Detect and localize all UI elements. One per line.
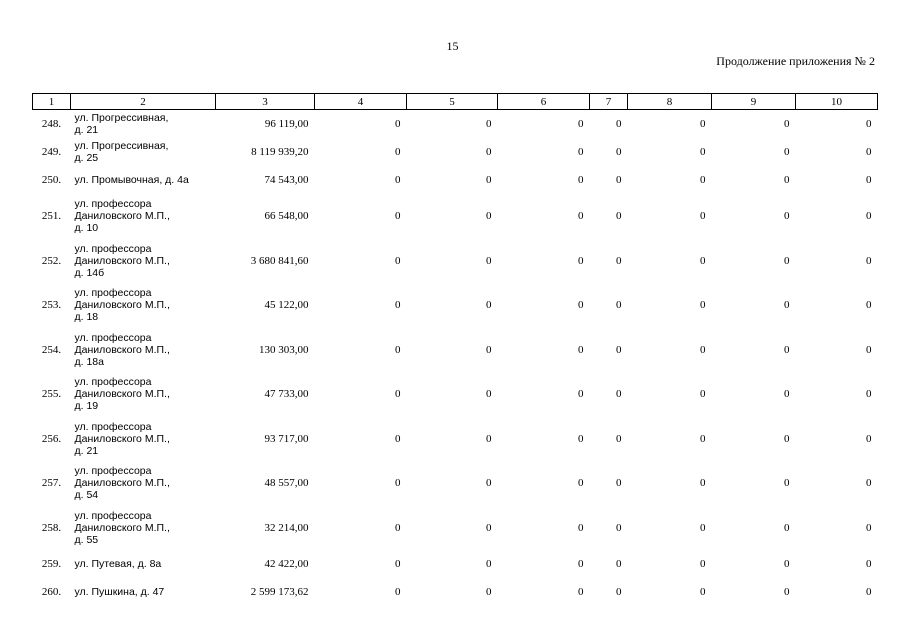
address-line: Даниловского М.П., bbox=[74, 254, 170, 267]
value-cell: 0 bbox=[700, 210, 706, 223]
value-cell: 0 bbox=[784, 174, 790, 186]
value-cell: 0 bbox=[866, 174, 872, 186]
address-line: д. 18 bbox=[74, 311, 99, 324]
value-cell: 0 bbox=[700, 477, 706, 490]
appendix-note: Продолжение приложения № 2 bbox=[716, 54, 875, 68]
value-cell: 0 bbox=[866, 521, 872, 534]
value-cell: 0 bbox=[784, 210, 790, 223]
address-cell bbox=[71, 372, 216, 417]
data-table bbox=[32, 93, 878, 606]
address-line: ул. Прогрессивная, bbox=[74, 112, 169, 124]
address-cell bbox=[71, 166, 216, 194]
value-cell: 8 119 939,20 bbox=[251, 146, 309, 158]
value-cell: 0 bbox=[486, 146, 492, 158]
value-cell: 0 bbox=[486, 118, 492, 130]
value-cell: 0 bbox=[784, 343, 790, 356]
value-cell: 0 bbox=[700, 343, 706, 356]
value-cell: 0 bbox=[578, 210, 584, 223]
value-cell: 0 bbox=[700, 388, 706, 401]
value-cell: 0 bbox=[866, 388, 872, 401]
column-header: 5 bbox=[407, 94, 498, 110]
value-cell: 0 bbox=[866, 432, 872, 445]
value-cell: 0 bbox=[395, 118, 401, 130]
address-cell bbox=[71, 328, 216, 373]
value-cell: 0 bbox=[784, 521, 790, 534]
row-number: 253. bbox=[41, 299, 62, 312]
row-number: 249. bbox=[41, 146, 62, 158]
table-row bbox=[33, 110, 878, 139]
value-cell: 130 303,00 bbox=[259, 343, 309, 356]
table-row bbox=[33, 166, 878, 194]
value-cell: 0 bbox=[486, 299, 492, 312]
row-number: 252. bbox=[41, 254, 62, 267]
value-cell: 42 422,00 bbox=[264, 558, 309, 570]
address-line: Даниловского М.П., bbox=[74, 343, 170, 356]
value-cell: 0 bbox=[866, 118, 872, 130]
value-cell: 0 bbox=[616, 299, 622, 312]
value-cell: 0 bbox=[616, 521, 622, 534]
row-number: 258. bbox=[41, 521, 62, 534]
value-cell: 0 bbox=[784, 586, 790, 598]
value-cell: 0 bbox=[395, 558, 401, 570]
address-line: ул. профессора bbox=[74, 242, 152, 255]
value-cell: 0 bbox=[784, 146, 790, 158]
value-cell: 0 bbox=[578, 174, 584, 186]
value-cell: 0 bbox=[486, 174, 492, 186]
value-cell: 0 bbox=[700, 174, 706, 186]
address-line: Даниловского М.П., bbox=[74, 521, 170, 534]
value-cell: 0 bbox=[578, 388, 584, 401]
row-number: 256. bbox=[41, 432, 62, 445]
table-row bbox=[33, 328, 878, 373]
value-cell: 0 bbox=[616, 254, 622, 267]
address-line: д. 18а bbox=[74, 355, 104, 368]
value-cell: 0 bbox=[616, 388, 622, 401]
value-cell: 0 bbox=[395, 174, 401, 186]
address-line: д. 21 bbox=[74, 444, 99, 457]
address-line: ул. Промывочная, д. 4а bbox=[74, 174, 189, 186]
table-row bbox=[33, 138, 878, 166]
value-cell: 0 bbox=[395, 146, 401, 158]
table-row bbox=[33, 550, 878, 578]
value-cell: 0 bbox=[486, 558, 492, 570]
address-line: Даниловского М.П., bbox=[74, 477, 170, 490]
address-line: ул. профессора bbox=[74, 509, 152, 522]
address-line: Даниловского М.П., bbox=[74, 388, 170, 401]
value-cell: 0 bbox=[616, 118, 622, 130]
address-cell bbox=[71, 138, 216, 166]
row-number: 250. bbox=[41, 174, 62, 186]
value-cell: 0 bbox=[616, 174, 622, 186]
value-cell: 0 bbox=[486, 586, 492, 598]
value-cell: 96 119,00 bbox=[264, 118, 309, 130]
value-cell: 0 bbox=[866, 586, 872, 598]
value-cell: 0 bbox=[616, 343, 622, 356]
value-cell: 0 bbox=[578, 146, 584, 158]
value-cell: 0 bbox=[486, 343, 492, 356]
value-cell: 0 bbox=[578, 558, 584, 570]
address-cell bbox=[71, 550, 216, 578]
value-cell: 0 bbox=[616, 558, 622, 570]
address-line: ул. Путевая, д. 8а bbox=[74, 558, 162, 570]
table-row bbox=[33, 506, 878, 551]
value-cell: 0 bbox=[578, 586, 584, 598]
value-cell: 0 bbox=[700, 521, 706, 534]
table-row bbox=[33, 239, 878, 284]
value-cell: 0 bbox=[784, 299, 790, 312]
value-cell: 0 bbox=[578, 118, 584, 130]
table-row bbox=[33, 283, 878, 328]
value-cell: 0 bbox=[866, 343, 872, 356]
value-cell: 0 bbox=[700, 254, 706, 267]
value-cell: 0 bbox=[578, 254, 584, 267]
address-cell bbox=[71, 194, 216, 239]
value-cell: 0 bbox=[616, 146, 622, 158]
value-cell: 0 bbox=[616, 210, 622, 223]
value-cell: 48 557,00 bbox=[264, 477, 309, 490]
address-cell bbox=[71, 239, 216, 284]
address-cell bbox=[71, 417, 216, 462]
table-row bbox=[33, 372, 878, 417]
value-cell: 0 bbox=[700, 558, 706, 570]
column-header: 3 bbox=[216, 94, 315, 110]
value-cell: 0 bbox=[486, 432, 492, 445]
address-line: ул. профессора bbox=[74, 287, 152, 300]
value-cell: 0 bbox=[700, 118, 706, 130]
value-cell: 0 bbox=[866, 254, 872, 267]
address-line: д. 25 bbox=[74, 152, 99, 164]
value-cell: 0 bbox=[784, 388, 790, 401]
address-cell bbox=[71, 578, 216, 606]
value-cell: 2 599 173,62 bbox=[250, 586, 309, 598]
value-cell: 0 bbox=[866, 210, 872, 223]
value-cell: 0 bbox=[578, 432, 584, 445]
value-cell: 0 bbox=[866, 558, 872, 570]
value-cell: 0 bbox=[700, 432, 706, 445]
value-cell: 0 bbox=[616, 477, 622, 490]
address-line: д. 14б bbox=[74, 266, 105, 279]
address-cell bbox=[71, 283, 216, 328]
value-cell: 32 214,00 bbox=[264, 521, 309, 534]
page-number: 15 bbox=[446, 39, 459, 53]
table-body bbox=[33, 110, 878, 607]
address-line: Даниловского М.П., bbox=[74, 299, 170, 312]
value-cell: 0 bbox=[784, 254, 790, 267]
column-header: 8 bbox=[628, 94, 712, 110]
row-number: 248. bbox=[41, 118, 62, 130]
value-cell: 0 bbox=[395, 586, 401, 598]
value-cell: 0 bbox=[395, 343, 401, 356]
address-line: д. 10 bbox=[74, 222, 99, 235]
value-cell: 93 717,00 bbox=[264, 432, 309, 445]
value-cell: 0 bbox=[486, 521, 492, 534]
address-line: Даниловского М.П., bbox=[74, 432, 170, 445]
value-cell: 74 543,00 bbox=[264, 174, 309, 186]
value-cell: 0 bbox=[395, 254, 401, 267]
row-number: 255. bbox=[41, 388, 62, 401]
value-cell: 0 bbox=[578, 477, 584, 490]
value-cell: 0 bbox=[784, 432, 790, 445]
value-cell: 0 bbox=[395, 388, 401, 401]
column-header: 10 bbox=[796, 94, 878, 110]
value-cell: 66 548,00 bbox=[264, 210, 309, 223]
address-line: д. 19 bbox=[74, 400, 99, 413]
address-cell bbox=[71, 461, 216, 506]
header-row bbox=[33, 94, 878, 110]
value-cell: 0 bbox=[395, 299, 401, 312]
value-cell: 0 bbox=[395, 210, 401, 223]
row-number: 260. bbox=[41, 586, 62, 598]
table-row bbox=[33, 578, 878, 606]
address-line: ул. профессора bbox=[74, 331, 152, 344]
address-line: ул. профессора bbox=[74, 465, 152, 478]
address-cell bbox=[71, 110, 216, 139]
address-line: ул. профессора bbox=[74, 376, 152, 389]
value-cell: 45 122,00 bbox=[264, 299, 309, 312]
value-cell: 0 bbox=[616, 586, 622, 598]
address-line: д. 55 bbox=[74, 533, 99, 546]
column-header: 9 bbox=[712, 94, 796, 110]
value-cell: 0 bbox=[486, 477, 492, 490]
column-header: 6 bbox=[498, 94, 590, 110]
address-cell bbox=[71, 506, 216, 551]
value-cell: 0 bbox=[866, 299, 872, 312]
value-cell: 0 bbox=[578, 343, 584, 356]
address-line: д. 21 bbox=[74, 124, 99, 136]
value-cell: 0 bbox=[395, 432, 401, 445]
address-line: ул. профессора bbox=[74, 420, 152, 433]
row-number: 259. bbox=[41, 558, 62, 570]
column-header: 4 bbox=[315, 94, 407, 110]
value-cell: 0 bbox=[784, 477, 790, 490]
column-header: 1 bbox=[33, 94, 71, 110]
value-cell: 0 bbox=[700, 146, 706, 158]
table-row bbox=[33, 194, 878, 239]
value-cell: 0 bbox=[486, 210, 492, 223]
address-line: ул. Пушкина, д. 47 bbox=[74, 586, 165, 598]
value-cell: 0 bbox=[395, 521, 401, 534]
value-cell: 0 bbox=[395, 477, 401, 490]
value-cell: 0 bbox=[486, 388, 492, 401]
value-cell: 0 bbox=[700, 299, 706, 312]
value-cell: 0 bbox=[486, 254, 492, 267]
column-header: 7 bbox=[590, 94, 628, 110]
address-line: ул. профессора bbox=[74, 198, 152, 211]
value-cell: 0 bbox=[578, 299, 584, 312]
column-header: 2 bbox=[71, 94, 216, 110]
value-cell: 0 bbox=[578, 521, 584, 534]
row-number: 257. bbox=[41, 477, 62, 490]
value-cell: 0 bbox=[866, 477, 872, 490]
row-number: 251. bbox=[41, 210, 62, 223]
value-cell: 3 680 841,60 bbox=[250, 254, 309, 267]
address-line: Даниловского М.П., bbox=[74, 210, 170, 223]
address-line: ул. Прогрессивная, bbox=[74, 140, 169, 152]
value-cell: 0 bbox=[616, 432, 622, 445]
value-cell: 0 bbox=[784, 118, 790, 130]
table-row bbox=[33, 417, 878, 462]
row-number: 254. bbox=[41, 343, 62, 356]
value-cell: 0 bbox=[700, 586, 706, 598]
value-cell: 0 bbox=[784, 558, 790, 570]
table-header bbox=[33, 94, 878, 110]
table-row bbox=[33, 461, 878, 506]
value-cell: 47 733,00 bbox=[264, 388, 309, 401]
address-line: д. 54 bbox=[74, 489, 99, 502]
value-cell: 0 bbox=[866, 146, 872, 158]
